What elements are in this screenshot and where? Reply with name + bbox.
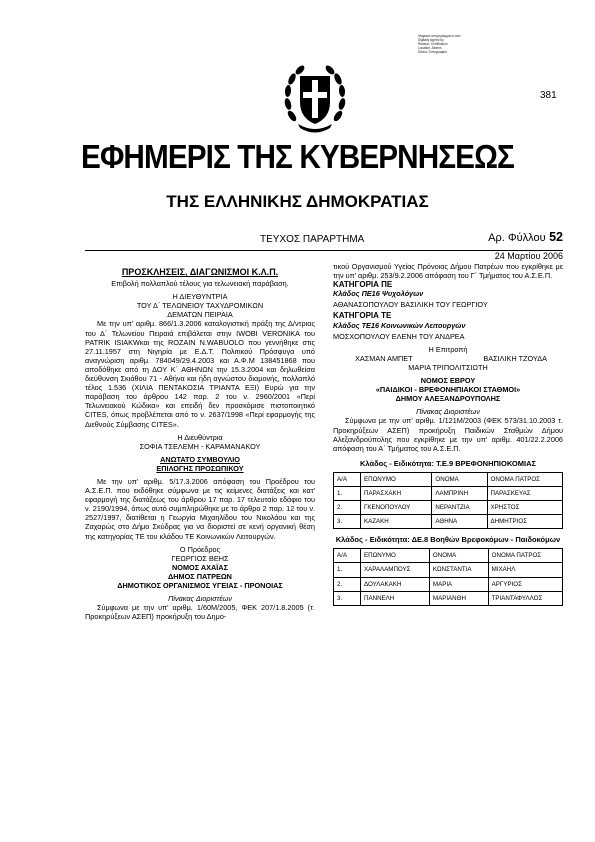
table-cell: ΑΘΗΝΑ [432, 515, 487, 529]
table-cell: ΓΚΕΝΟΠΟΥΛΟΥ [361, 501, 432, 515]
paragraph: Με την υπ' αριθμ. 866/1.3.2006 καταλογιστική πράξη της Δ/ντριας του Δ΄ Τελωνείου Πειραιά επιβάλεται στην IWOBI VERONIKA του PATRIK ISIAKWκαι της ROZAIN N.WABUOLO που γεννήθηκε στις 27.11.1957 στη Νιγηρία με Ε.Δ.Τ. Πολιτικού Πρόσφυγα υπό αναγνώριση αριθμ. 784049/29.4.2003 και Α.Φ.Μ 138451868 που αποδόθηκε από τη ΔΟΥ Κ΄ ΑΘΗΝΩΝ την 15.3.2004 και δηλωθείσα διεύθυνση Σκιάθου 71 - Αθήνα και ήδη αγνώστου διαμονής, πολλαπλό τέλος 1.536 (ΧΙΛΙΑ ΠΕΝΤΑΚΟΣΙΑ ΤΡΙΑΝΤΑ ΕΞΙ) Ευρώ για την παράβαση του άρθρου 142 παρ. 2 του ν. 2960/2001 «Περί Τελωνειακού Κώδικα» και επειδή δεν προσκόμισε πιστοποιητικό CITES, όπως προβλέπεται από το ν. 2637/1998 «Περί εφαρμογής της Διεθνούς Σύμβασης CITES». [85, 319, 315, 429]
category-label: ΚΑΤΗΓΟΡΙΑ ΠΕ [333, 280, 393, 290]
fee-note: Επιβολή πολλαπλού τέλους για τελωνειακή παράβαση. [111, 279, 289, 289]
signatory-name: ΣΟΦΙΑ ΤΣΕΛΕΜΗ - ΚΑΡΑΜΑΝΑΚΟΥ [139, 441, 261, 451]
issue-row [85, 230, 563, 251]
stamp-line: Ψηφιακά υπογεγραμμένο από [418, 34, 461, 38]
heading-line: ΕΠΙΛΟΓΗΣ ΠΡΟΣΩΠΙΚΟΥ [156, 463, 244, 473]
appointee-name: ΜΟΣΧΟΠΟΥΛΟΥ ΕΛΕΝΗ ΤΟΥ ΑΝΔΡΕΑ [333, 331, 465, 341]
table-cell: ΔΗΜΗΤΡΙΟΣ [487, 515, 562, 529]
section-title: ΠΡΟΣΚΛΗΣΕΙΣ, ΔΙΑΓΩΝΙΣΜΟΙ Κ.Λ.Π. [121, 267, 279, 277]
authority-line: ΤΟΥ Δ΄ ΤΕΛΩΝΕΙΟΥ ΤΑΧΥΔΡΟΜΙΚΩΝ [136, 301, 264, 311]
heading-line: ΑΝΩΤΑΤΟ ΣΥΜΒΟΥΛΙΟ [160, 454, 240, 464]
table-header-cell: ΟΝΟΜΑ ΠΑΤΡΟΣ [488, 549, 562, 563]
paragraph: Σύμφωνα με την υπ' αριθμ. 1/121Μ/2003 (ΦΕΚ 573/31.10.2003 τ. Προκηρύξεων ΑΣΕΠ) προκήρυξη Παιδικών Σταθμών Δήμου Αλεξανδρούπολης που εγκρίθηκε με την υπ' αριθμ. 401/22.2.2006 απόφαση του Α΄ Τμήματος του Α.Σ.Ε.Π. [333, 416, 563, 453]
committee-member: ΧΑΣΜΑΝ ΑΜΠΕΤ [355, 353, 413, 363]
table-cell: 2. [334, 577, 361, 591]
committee-member: ΒΑΣΙΛΙΚΗ ΤΖΟΥΔΑ [483, 353, 547, 363]
issue-type: ΤΕΥΧΟΣ ΠΑΡΑΡΤΗΜΑ [260, 234, 365, 245]
sheet-label: Αρ. Φύλλου [488, 232, 546, 244]
table-row [334, 486, 563, 500]
heading-line: ΔΗΜΟΣ ΠΑΤΡΕΩΝ [168, 571, 232, 581]
right-column [333, 262, 563, 606]
heading-line: «ΠΑΙΔΙΚΟΙ - ΒΡΕΦΟΝΗΠΙΑΚΟΙ ΣΤΑΘΜΟΙ» [375, 385, 521, 395]
table-cell: ΔΟΥΛΑΚΑΚΗ [361, 577, 430, 591]
committee-row [333, 354, 563, 363]
table-cell: ΛΑΜΠΡΙΝΗ [432, 486, 487, 500]
category-label: ΚΑΤΗΓΟΡΙΑ ΤΕ [333, 311, 392, 321]
authority-line: ΔΕΜΑΤΩΝ ΠΕΙΡΑΙΑ [167, 310, 233, 320]
table-cell: ΝΕΡΑΝΤΖΙΑ [432, 501, 487, 515]
committee-member: ΜΑΡΙΑ ΤΡΙΠΟΛΙΤΣΙΩΤΗ [408, 362, 488, 372]
paragraph: Σύμφωνα με την υπ' αριθμ. 1/60Μ/2005, ΦΕΚ 207/1.8.2005 (τ. Προκηρύξεων ΑΣΕΠ) προκήρυξη του Δημο- [85, 603, 315, 622]
stamp-line: Εθνικό Τυπογραφείο [418, 50, 447, 54]
table-header-cell: ΟΝΟΜΑ ΠΑΤΡΟΣ [487, 472, 562, 486]
table-header-cell: Α/Α [334, 472, 361, 486]
table-cell: ΚΑΖΑΚΗ [361, 515, 432, 529]
table-caption: Πίνακας Διοριστέων [416, 407, 480, 417]
table-row [334, 563, 563, 577]
signatory-role: Ο Πρόεδρος [179, 544, 221, 554]
table-header-cell: ΕΠΩΝΥΜΟ [361, 472, 432, 486]
table-row [334, 515, 563, 529]
table-cell: ΑΡΓΥΡΙΟΣ [488, 577, 562, 591]
issue-date: 24 Μαρτίου 2006 [494, 251, 563, 261]
table-cell: 1. [334, 563, 361, 577]
table-cell: ΠΑΡΑΣΧΑΚΗ [361, 486, 432, 500]
signatory-role: Η Διευθύντρια [177, 432, 223, 442]
table-header-row [334, 472, 563, 486]
heading-line: ΔΗΜΟΤΙΚΟΣ ΟΡΓΑΝΙΣΜΟΣ ΥΓΕΙΑΣ - ΠΡΟΝΟΙΑΣ [117, 581, 283, 590]
committee-label: Η Επιτροπή [428, 344, 468, 354]
stamp-line: Reason: Certification [418, 42, 448, 46]
appointee-name: ΑΘΑΝΑΣΟΠΟΥΛΟΥ ΒΑΣΙΛΙΚΗ ΤΟΥ ΓΕΩΡΓΙΟΥ [333, 300, 488, 310]
table-cell: ΧΡΗΣΤΟΣ [487, 501, 562, 515]
table-cell: ΠΑΝΝΕΛΗ [361, 591, 430, 605]
table-title: Κλάδος - Ειδικότητα: ΔΕ.8 Βοηθών Βρεφοκόμων - Παιδοκόμων [335, 535, 561, 545]
table-title: Κλάδος - Ειδικότητα: Τ.Ε.9 ΒΡΕΦΟΝΗΠΙΟΚΟΜΙΑΣ [360, 458, 536, 468]
digital-signature-stamp [418, 34, 478, 54]
coat-of-arms-icon [280, 58, 350, 138]
table-cell: ΜΑΡΙΑ [429, 577, 488, 591]
stamp-line: Digitally signed by [418, 38, 444, 42]
table-cell: ΠΑΡΑΣΚΕΥΑΣ [487, 486, 562, 500]
table-header-cell: ΕΠΩΝΥΜΟ [361, 549, 430, 563]
table-cell: 1. [334, 486, 361, 500]
branch-label: Κλάδος ΠΕ16 Ψυχολόγων [333, 289, 424, 299]
table-cell: ΚΩΝΣΤΑΝΤΙΑ [429, 563, 488, 577]
table-header-cell: Α/Α [334, 549, 361, 563]
table-header-cell: ΟΝΟΜΑ [429, 549, 488, 563]
table-row [334, 577, 563, 591]
table-cell: 3. [334, 591, 361, 605]
gazette-subtitle: ΤΗΣ ΕΛΛΗΝΙΚΗΣ ΔΗΜΟΚΡΑΤΙΑΣ [166, 192, 429, 211]
table-row [334, 501, 563, 515]
branch-label: Κλάδος ΤΕ16 Κοινωνικών Λειτουργών [333, 320, 466, 330]
appointees-table-2 [333, 548, 563, 605]
authority-line: Η ΔΙΕΥΘΥΝΤΡΙΑ [172, 292, 228, 302]
appointees-table-1 [333, 472, 563, 529]
page-number: 381 [540, 90, 557, 101]
table-cell: ΤΡΙΑΝΤΑΦΥΛΛΟΣ [488, 591, 562, 605]
signatory-name: ΓΕΩΡΓΙΟΣ ΒΕΗΣ [171, 553, 229, 563]
table-cell: ΧΑΡΑΛΑΜΠΟΥΣ [361, 563, 430, 577]
table-cell: 2. [334, 501, 361, 515]
table-cell: 3. [334, 515, 361, 529]
paragraph: τικού Οργανισμού Υγείας Πρόνοιας Δήμου Πατρέων που εγκρίθηκε με την υπ' αριθμ. 253/9.2.2006 απόφαση του Γ΄ Τμήματος του Α.Σ.Ε.Π. [333, 262, 563, 281]
paragraph: Με την υπ' αριθμ. 5/17.3.2006 απόφαση του Προέδρου του Α.Σ.Ε.Π. που εκδόθηκε σύμφωνα με τις κείμενες διατάξεις και κατ' εφαρμογή της διατάξεως του άρθρου 17 παρ. 17 τελευταίο εδάφιο του ν. 2190/1994, όπως αυτό συμπληρώθηκε με το άρθρο 2 παρ. 12 του ν. 2527/1997, διατίθεται η Γεωργία Μιχαηλίδου του Νικολάου και της Ζαχαρώς στο Δήμο Σκύδρας για να διοριστεί σε κενή οργανική θέση της κατηγορίας ΤΕ του κλάδου ΤΕ Κοινωνικών Λειτουργών. [85, 476, 315, 541]
heading-line: ΝΟΜΟΣ ΕΒΡΟΥ [420, 376, 476, 386]
table-caption: Πίνακας Διοριστέων [168, 594, 232, 604]
stamp-line: Location: Athens [418, 46, 442, 50]
gazette-title: ΕΦΗΜΕΡΙΣ ΤΗΣ ΚΥΒΕΡΝΗΣΕΩΣ [81, 138, 514, 175]
sheet-number-box [488, 230, 563, 244]
heading-line: ΝΟΜΟΣ ΑΧΑΪΑΣ [172, 562, 228, 572]
sheet-number: 52 [549, 230, 563, 244]
table-row [334, 591, 563, 605]
table-cell: ΜΑΡΙΑΝΘΗ [429, 591, 488, 605]
table-cell: ΜΙΧΑΗΛ [488, 563, 562, 577]
heading-line: ΔΗΜΟΥ ΑΛΕΞΑΝΔΡΟΥΠΟΛΗΣ [395, 394, 501, 404]
table-header-cell: ΟΝΟΜΑ [432, 472, 487, 486]
table-header-row [334, 549, 563, 563]
left-column [85, 262, 315, 621]
